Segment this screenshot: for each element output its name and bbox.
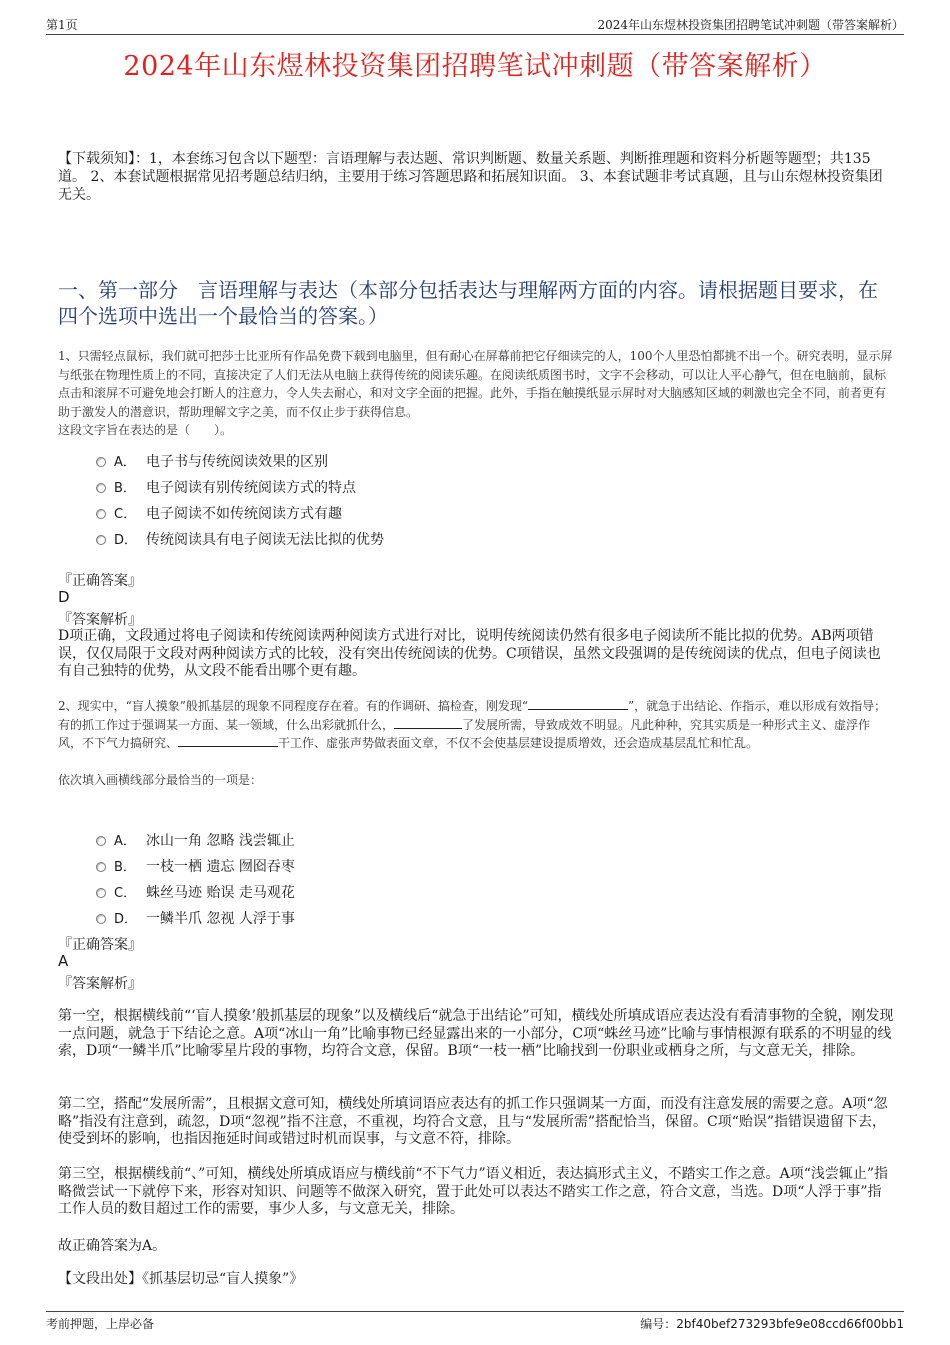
question-2-conclusion: 故正确答案为A。 — [58, 1238, 167, 1254]
question-2-analysis-para-3: 第三空，根据横线前“、”可知，横线处所填成语应与横线前“不下气力”语义相近，表达搞形式主义，不踏实工作之意。A项“浅尝辄止”指略微尝试一下就停下来，形容对知识、问题等不做深入研究，置于此处可以表达不踏实工作之意，符合文意，当选。D项“人浮于事”指工作人员的数目超过工作的需要，事少人多，与文意无关，排除。 — [58, 1166, 889, 1217]
fill-blank-1[interactable] — [528, 698, 628, 710]
question-1-stem: 1、只需轻点鼠标，我们就可把莎士比亚所有作品免费下载到电脑里，但有耐心在屏幕前把它仔细读完的人，100个人里恐怕都挑不出一个。研究表明，显示屏与纸张在物理性质上的不同，直接决定了人们无法从电脑上获得传统的阅读乐趣。在阅读纸质图书时，文字不会移动，可以让人平心静气，但在电脑前，鼠标点击和滚屏不可避免地会打断人的注意力，令人失去耐心，和对文字全面的把握。此外，手指在触摸纸显示屏时对大脑感知区域的刺激也完全不同，前者更有助于激发人的潜意识，帮助理解文字之美，而不仅止步于获得信息。 — [58, 349, 893, 419]
question-2-answer: A — [58, 952, 69, 970]
radio-icon[interactable] — [96, 888, 106, 898]
fill-blank-2[interactable] — [394, 717, 462, 729]
radio-icon[interactable] — [96, 457, 106, 467]
section-heading: 一、第一部分 言语理解与表达（本部分包括表达与理解两方面的内容。请根据题目要求，在四个选项中选出一个最恰当的答案。） — [58, 278, 878, 328]
footer-slogan: 考前押题，上岸必备 — [46, 1317, 155, 1331]
document-title: 2024年山东煜林投资集团招聘笔试冲刺题（带答案解析） — [123, 51, 827, 82]
download-notice: 【下载须知】：1，本套练习包含以下题型：言语理解与表达题、常识判断题、数量关系题、判断推理题和资料分析题等题型；共135道。 2、本套试题根据常见招考题总结归纳，主要用于练习答题思路和拓展知识面。 3、本套试题非考试真题，且与山东煜林投资集团无关。 — [58, 151, 883, 203]
question-2-answer-label: 『正确答案』 — [58, 937, 142, 953]
question-1-analysis-label: 『答案解析』 — [58, 612, 142, 628]
question-2-analysis-para-1: 第一空，根据横线前“‘盲人摸象’般抓基层的现象”以及横线后“就急于出结论”可知，横线处所填成语应表达没有看清事物的全貌，刚发现一点问题，就急于下结论之意。A项“冰山一角”比喻事物已经显露出来的一小部分，C项“蛛丝马迹”比喻与事情根源有联系的不明显的线索，D项“一鳞半爪”比喻零星片段的事物，均符合文意，保留。B项“一枝一栖”比喻找到一份职业或栖身之所，与文意无关，排除。 — [58, 1008, 894, 1059]
question-2-source: 【文段出处】《抓基层切忌“盲人摸象”》 — [58, 1271, 304, 1287]
radio-icon[interactable] — [96, 535, 106, 545]
header-doc-title: 2024年山东煜林投资集团招聘笔试冲刺题（带答案解析） — [597, 18, 904, 32]
radio-icon[interactable] — [96, 914, 106, 924]
fill-blank-3[interactable] — [178, 735, 278, 747]
footer-code: 编号：2bf40bef273293bfe9e08ccd66f00bb1 — [640, 1317, 904, 1331]
question-2-stem: 2、现实中，“盲人摸象”般抓基层的现象不同程度存在着。有的作调研、搞检查，刚发现“ ”，就急于出结论、作指示，难以形成有效指导；有的抓工作过于强调某一方面、某一领域，什么出彩就抓什么， 了发展所需，导致成效不明显。凡此种种，究其实质是一种形式主义、虚浮作风，不下气力搞研究、 干工作、虚张声势做表面文章，不仅不会使基层建设提质增效，还会造成基层乱忙和忙乱。 — [58, 699, 887, 750]
question-2-analysis-label: 『答案解析』 — [58, 976, 142, 992]
radio-icon[interactable] — [96, 483, 106, 493]
radio-icon[interactable] — [96, 836, 106, 846]
radio-icon[interactable] — [96, 862, 106, 872]
radio-icon[interactable] — [96, 509, 106, 519]
question-2-analysis-para-2: 第二空，搭配“发展所需”，且根据文意可知，横线处所填词语应表达有的抓工作只强调某一方面，而没有注意发展的需要之意。A项“忽略”指没有注意到，疏忽，D项“忽视”指不注意，不重视，均符合文意，且与“发展所需”搭配恰当，保留。C项“贻误”指错误遗留下去，使受到坏的影响，也指因拖延时间或错过时机而误事，与文意不符，排除。 — [58, 1096, 888, 1147]
page-header — [46, 14, 904, 35]
page-footer — [46, 1311, 904, 1332]
question-1-prompt: 这段文字旨在表达的是（ ）。 — [58, 423, 233, 437]
question-1-analysis: D项正确，文段通过将电子阅读和传统阅读两种阅读方式进行对比，说明传统阅读仍然有很多电子阅读所不能比拟的优势。AB两项错误，仅仅局限于文段对两种阅读方式的比较，没有突出传统阅读的优势。C项错误，虽然文段强调的是传统阅读的优点，但电子阅读也有自己独特的优势，从文段不能看出哪个更有趣。 — [58, 628, 881, 679]
question-1-answer: D — [58, 588, 70, 606]
question-2 — [58, 697, 894, 789]
question-1-answer-label: 『正确答案』 — [58, 573, 142, 589]
question-2-prompt: 依次填入画横线部分最恰当的一项是： — [58, 772, 263, 787]
question-1 — [58, 347, 894, 440]
page-number: 第1页 — [46, 18, 78, 32]
